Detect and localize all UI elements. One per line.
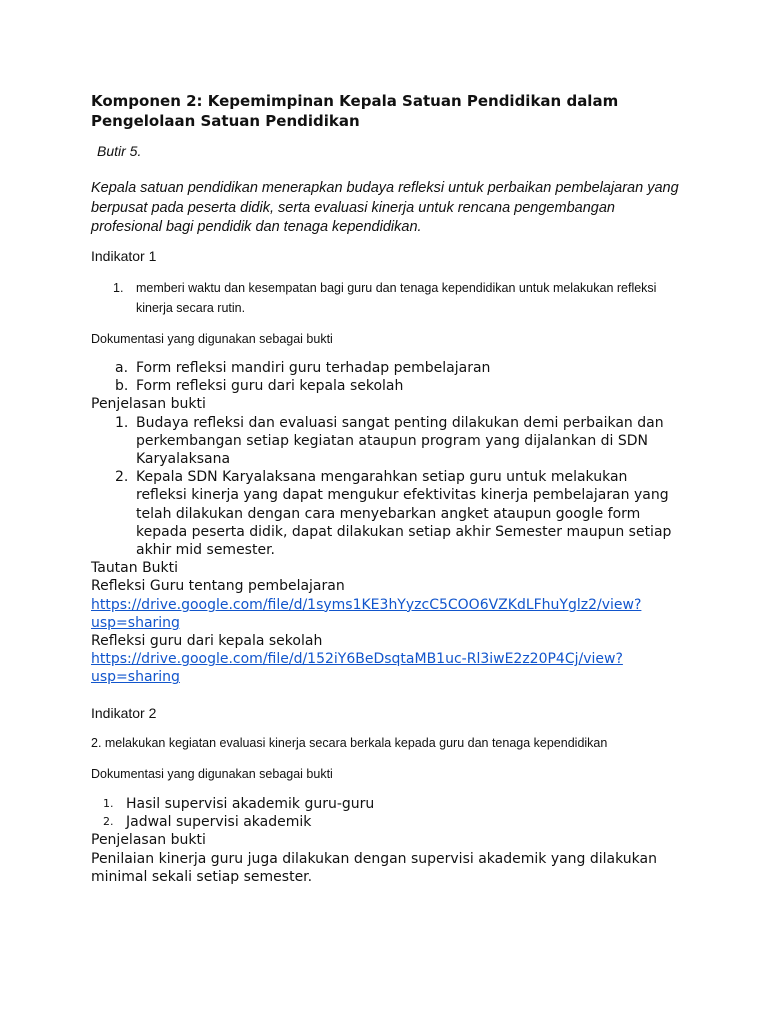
list-marker: a. xyxy=(115,360,129,376)
list-marker: 1. xyxy=(115,414,129,431)
document-item-text: Hasil supervisi akademik guru-guru xyxy=(126,796,375,812)
indikator-2-item-text: 2. melakukan kegiatan evaluasi kinerja secara berkala kepada guru dan tenaga kependidikan xyxy=(91,736,608,750)
document-list-item xyxy=(91,813,681,831)
evidence-link-refleksi-kepala-sekolah[interactable]: https://drive.google.com/file/d/152iY6BeDsqtaMB1uc-Rl3iwE2z20P4Cj/view?usp=sharing xyxy=(91,651,623,686)
links-label: Tautan Bukti xyxy=(91,560,179,577)
document-list-item xyxy=(91,377,681,395)
indikator-1-item-text: memberi waktu dan kesempatan bagi guru dan tenaga kependidikan untuk melakukan refleksi kinerja secara rutin. xyxy=(136,281,657,315)
document-item-text: Form refleksi mandiri guru terhadap pembelajaran xyxy=(136,360,491,376)
link-label: Refleksi Guru tentang pembelajaran xyxy=(91,578,345,595)
list-marker: 2. xyxy=(103,815,114,829)
indikator-1-item-number: 1. xyxy=(113,281,124,295)
indikator-2-block xyxy=(91,795,681,886)
indikator-2-heading: Indikator 2 xyxy=(91,705,157,721)
butir-description: Kepala satuan pendidikan menerapkan budaya refleksi untuk perbaikan pembelajaran yang berpusat pada peserta didik, serta evaluasi kinerja untuk rencana pengembangan profesional bagi pendidik dan tenaga kependidikan. xyxy=(91,180,679,235)
list-marker: b. xyxy=(115,378,129,395)
butir-label: Butir 5. xyxy=(97,143,142,159)
page-title: Komponen 2: Kepemimpinan Kepala Satuan Pendidikan dalam Pengelolaan Satuan Pendidikan xyxy=(91,92,619,130)
document-item-text: Jadwal supervisi akademik xyxy=(126,814,312,831)
explanation-item-text: Kepala SDN Karyalaksana mengarahkan setiap guru untuk melakukan refleksi kinerja yang dapat mengukur efektivitas kinerja pembelajaran yang telah dilakukan dengan cara menyebarkan angket ataupun google form kepada peserta didik, dapat dilakukan setiap akhir Semester maupun setiap akhir mid semester. xyxy=(136,469,672,559)
explanation-label: Penjelasan bukti xyxy=(91,396,206,413)
link-label: Refleksi guru dari kepala sekolah xyxy=(91,633,323,650)
document-item-text: Form refleksi guru dari kepala sekolah xyxy=(136,378,404,395)
document-list-item xyxy=(91,359,681,377)
document-list-item xyxy=(91,795,681,813)
list-marker: 1. xyxy=(103,797,114,810)
explanation-text: Penilaian kinerja guru juga dilakukan dengan supervisi akademik yang dilakukan minimal sekali setiap semester. xyxy=(91,850,657,885)
explanation-item-text: Budaya refleksi dan evaluasi sangat penting dilakukan demi perbaikan dan perkembangan setiap kegiatan ataupun program yang dijalankan di SDN Karyalaksana xyxy=(136,414,664,468)
indikator-1-doc-label: Dokumentasi yang digunakan sebagai bukti xyxy=(91,332,333,346)
explanation-list-item xyxy=(91,414,681,469)
explanation-label: Penjelasan bukti xyxy=(91,832,206,849)
indikator-1-heading: Indikator 1 xyxy=(91,248,157,264)
list-marker: 2. xyxy=(115,469,129,486)
indikator-1-block xyxy=(91,359,681,687)
explanation-list-item xyxy=(91,468,681,559)
indikator-2-doc-label: Dokumentasi yang digunakan sebagai bukti xyxy=(91,767,333,781)
evidence-link-refleksi-guru[interactable]: https://drive.google.com/file/d/1syms1KE3hYyzcC5COO6VZKdLFhuYglz2/view?usp=sharing xyxy=(91,596,642,631)
